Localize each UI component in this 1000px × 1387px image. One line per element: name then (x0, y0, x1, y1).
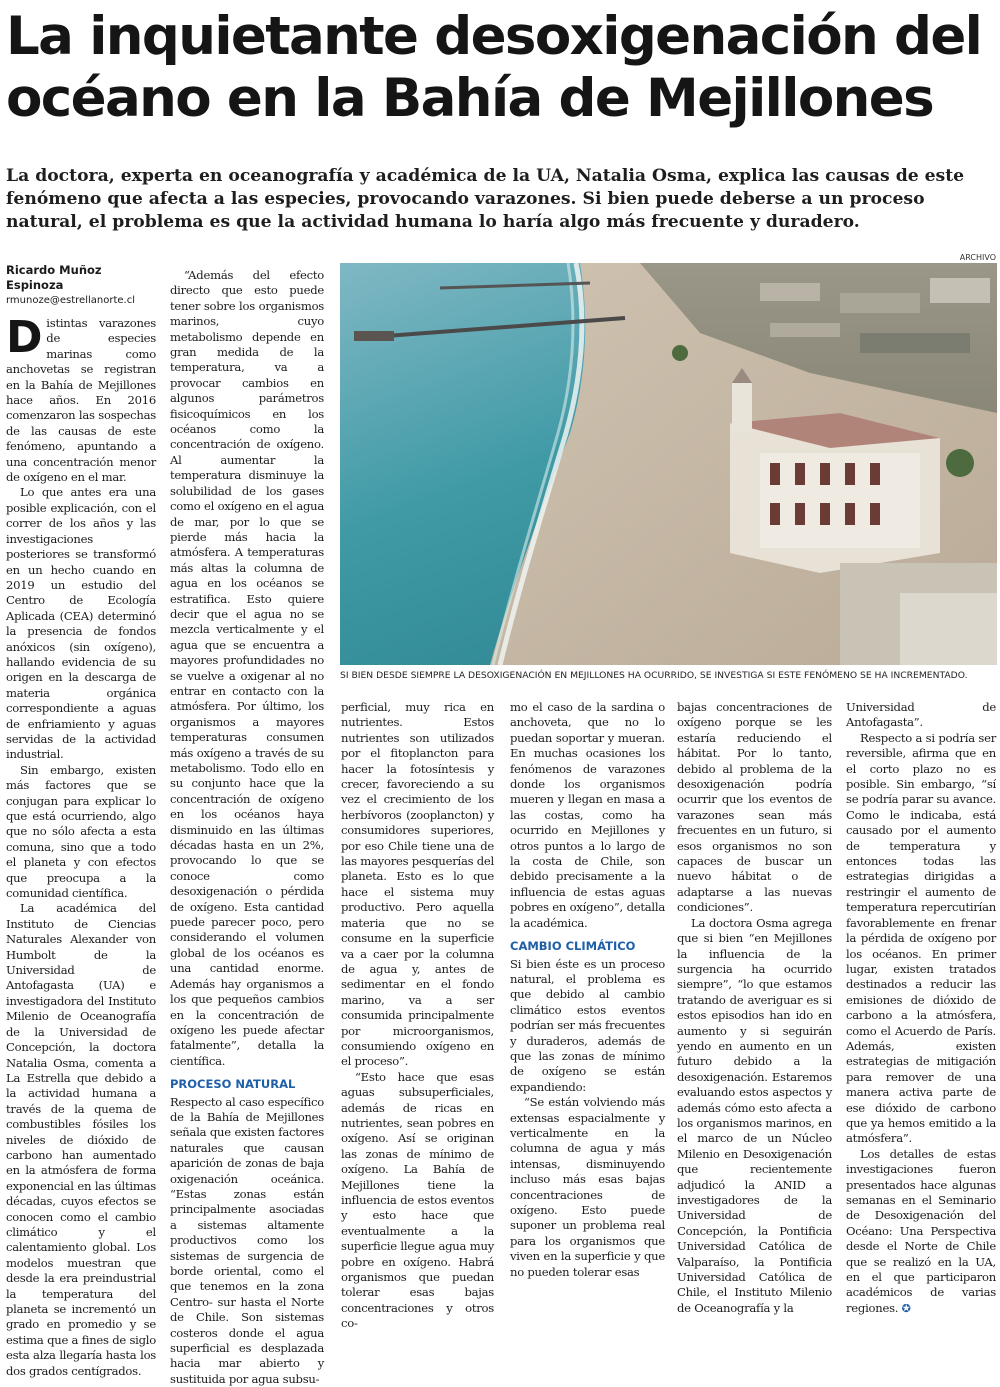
article-column-6 (846, 700, 996, 1316)
end-of-article-mark: ✪ (901, 1301, 911, 1315)
deck-summary: La doctora, experta en oceanografía y académica de la UA, Natalia Osma, explica las causas de este fenómeno que afecta a las especies, provocando varazones. Si bien puede deberse a un proceso natural, el problema es que la actividad humana lo haría algo más frecuente y duradero. (6, 166, 965, 232)
bay-aerial-illustration (340, 263, 997, 665)
photo-credit: ARCHIVO (959, 253, 996, 262)
paragraph: Respecto al caso específico de la Bahía de Mejillones señala que existen factores naturales que causan aparición de zonas de baja oxigenación oceánica. “Estas zonas están principalmente asociadas a sistemas altamente productivos como los sistemas de surgencia de borde oriental, como el que tenemos en la zona Centro- sur hasta el Norte de Chile. Son sistemas costeros donde el agua superficial es desplazada hacia mar abierto y sustituida por agua subsu- (170, 1094, 324, 1386)
headline: La inquietante desoxigenación del océano en la Bahía de Mejillones (6, 6, 982, 129)
paragraph: La académica del Instituto de Ciencias Naturales Alexander von Humbolt de la Universidad de Antofagasta (UA) e investigadora del Instituto Milenio de Oceanografía de la Universidad de Concepción, la doctora Natalia Osma, comenta a La Estrella que debido a la actividad humana a través de la quema de combustibles fósiles los niveles de dióxido de carbono han aumentado en la atmósfera de forma exponencial en las últimas décadas, cuyos efectos se conocen como el cambio climático y el calentamiento global. Los modelos muestran que desde la era preindustrial la temperatura del planeta se incrementó un grado en promedio y se estima que a fines de siglo esta alza llegaría hasta los dos grados centígrados. (6, 901, 156, 1378)
article-column-4 (510, 700, 665, 1280)
paragraph: perficial, muy rica en nutrientes. Estos nutrientes son utilizados por el fitoplancton para hacer la fotosíntesis y crecer, favoreciendo a su vez el crecimiento de los herbívoros (zooplancton) y consumidores superiores, por eso Chile tiene una de las mayores pesquerías del planeta. Esto es lo que hace el sistema muy productivo. Pero aquella materia que no se consume en la superficie va a caer por la columna de agua y, antes de sedimentar en el fondo marino, va a ser consumida principalmente por microorganismos, consumiendo oxígeno en el proceso”. (341, 700, 494, 1069)
palm-tree (946, 449, 974, 477)
paragraph: “Se están volviendo más extensas espacialmente y verticalmente en la columna de agua y más intensas, disminuyendo incluso más esas bajas concentraciones de oxígeno. Esto puede suponer un problema real para los organismos que viven en la superficie y que no pueden tolerar esas (510, 1095, 665, 1279)
paragraph: mo el caso de la sardina o anchoveta, que no lo puedan soportar y mueran. En muchas ocasiones los fenómenos de varazones donde los organismos mueren y llegan en masa a las costas, como ha ocurrido en Mejillones y otros puntos a lo largo de la costa de Chile, son debido precisamente a la influencia de estas aguas pobres en oxígeno”, detalla la académica. (510, 700, 665, 930)
paragraph: Los detalles de estas investigaciones fueron presentados hace algunas semanas en el Seminario de Desoxigenación del Océano: Una Perspectiva desde el Norte de Chile que se realizó en la UA, en el que participaron académicos de varias regiones. ✪ (846, 1146, 996, 1315)
article-column-1 (6, 312, 156, 1379)
photo-caption: SI BIEN DESDE SIEMPRE LA DESOXIGENACIÓN EN MEJILLONES HA OCURRIDO, SE INVESTIGA SI ESTE FENÓMENO SE HA INCREMENTADO. (340, 670, 968, 681)
paragraph: Si bien éste es un proceso natural, el problema es que debido al cambio climático estos eventos podrían ser más frecuentes y duraderos, además de que las zonas de mínimo de oxígeno se están expandiendo: (510, 956, 665, 1094)
paragraph: bajas concentraciones de oxígeno porque se les estaría reduciendo el hábitat. Por lo tanto, debido al problema de la desoxigenación podría ocurrir que los eventos de varazones sean más frecuentes en un futuro, si esos organismos no son capaces de buscar un nuevo hábitat o de adaptarse a las nuevas condiciones”. (677, 700, 832, 915)
paragraph: “Esto hace que esas aguas subsuperficiales, además de ricas en nutrientes, sean pobres en oxígeno. Así se originan las zonas de mínimo de oxígeno. La Bahía de Mejillones tiene la influencia de estos eventos y esto hace que eventualmente a la superficie llegue agua muy pobre en oxígeno. Habrá organismos que puedan tolerar esas bajas concentraciones y otros co- (341, 1069, 494, 1331)
paragraph: Respecto a si podría ser reversible, afirma que en el corto plazo no es posible. Sin embargo, “sí se podría parar su avance. Como le indicaba, está causado por el aumento de temperatura y entonces todas las estrategias dirigidas a restringir el aumento de temperatura repercutirían favorablemente en frenar la pérdida de oxígeno por los océanos. En primer lugar, existen tratados destinados a reducir las emisiones de dióxido de carbono a la atmósfera, como el Acuerdo de París. Además, existen estrategias de mitigación para remover de una manera activa parte de ese dióxido de carbono que ya hemos emitido a la atmósfera”. (846, 730, 996, 1146)
paragraph: “Además del efecto directo que esto puede tener sobre los organismos marinos, cuyo metabolismo depende en gran medida de la temperatura, va a provocar cambios en algunos parámetros fisicoquímicos en los océanos como la concentración de oxígeno. Al aumentar la temperatura disminuye la solubilidad de los gases como el oxígeno en el agua de mar, por lo que se pierde más hacia la atmósfera. A temperaturas más altas la columna de agua en los océanos se estratifica. Esto quiere decir que el agua no se mezcla verticalmente y el agua que se encuentra a mayores profundidades no se vuelve a oxigenar al no entrar en contacto con la atmósfera. Por último, los organismos a mayores temperaturas consumen más oxígeno a través de su metabolismo. Todo ello en su conjunto hace que la concentración de oxígeno en los océanos haya disminuido en las últimas décadas hasta en un 2%, provocando lo que se conoce como desoxigenación o pérdida de oxígeno. Esta cantidad puede parecer poco, pero considerando el volumen global de los océanos es una cantidad enorme. Además hay organismos a los que pequeños cambios en la concentración de oxígeno les puede afectar fatalmente”, detalla la científica. (170, 268, 324, 1068)
paragraph: Distintas varazones de especies marinas como anchovetas se registran en la Bahía de Mejillones hace años. En 2016 comenzaron las sospechas de las causas de este fenómeno, apuntando a una concentración menor de oxígeno en el mar. (6, 312, 156, 485)
subheading-proceso-natural: PROCESO NATURAL (170, 1077, 296, 1092)
byline (6, 263, 156, 308)
article-column-5 (677, 700, 832, 1316)
article-photo (340, 263, 997, 665)
subheading-cambio-climatico: CAMBIO CLIMÁTICO (510, 939, 636, 954)
author-email[interactable]: rmunoze@estrellanorte.cl (6, 295, 135, 306)
paragraph: Sin embargo, existen más factores que se conjugan para explicar lo que está ocurriendo, algo que no sólo afecta a esta comuna, sino que a todo el planeta y con efectos que preocupa a la comunidad científica. (6, 762, 156, 901)
paragraph: Lo que antes era una posible explicación, con el correr de los años y las investigaciones posteriores se transformó en un hecho cuando en 2019 un estudio del Centro de Ecología Aplicada (CEA) determinó la presencia de fondos anóxicos (sin oxígeno), hallando evidencia de su origen en la descarga de materia orgánica correspondiente a aguas de enfriamiento y aguas servidas de la actividad industrial. (6, 485, 156, 762)
paragraph: La doctora Osma agrega que si bien “en Mejillones la influencia de la surgencia ha ocurrido siempre”, “lo que estamos tratando de averiguar es si estos episodios han ido en aumento y si seguirán yendo en aumento en un futuro debido a la desoxigenación. Estaremos evaluando estos aspectos y además cómo esto afecta a los organismos marinos, en el marco de un Núcleo Milenio en Desoxigenación que recientemente adjudicó la ANID a investigadores de la Universidad de Concepción, la Pontificia Universidad Católica de Valparaíso, la Pontificia Universidad Católica de Chile, el Instituto Milenio de Oceanografía y la (677, 915, 832, 1315)
article-column-3 (341, 700, 494, 1332)
author-name: Ricardo Muñoz Espinoza (6, 263, 102, 292)
paragraph: Universidad de Antofagasta”. (846, 700, 996, 730)
drop-cap: D (6, 312, 43, 363)
pier-head (354, 331, 394, 341)
article-column-2 (170, 268, 324, 1387)
